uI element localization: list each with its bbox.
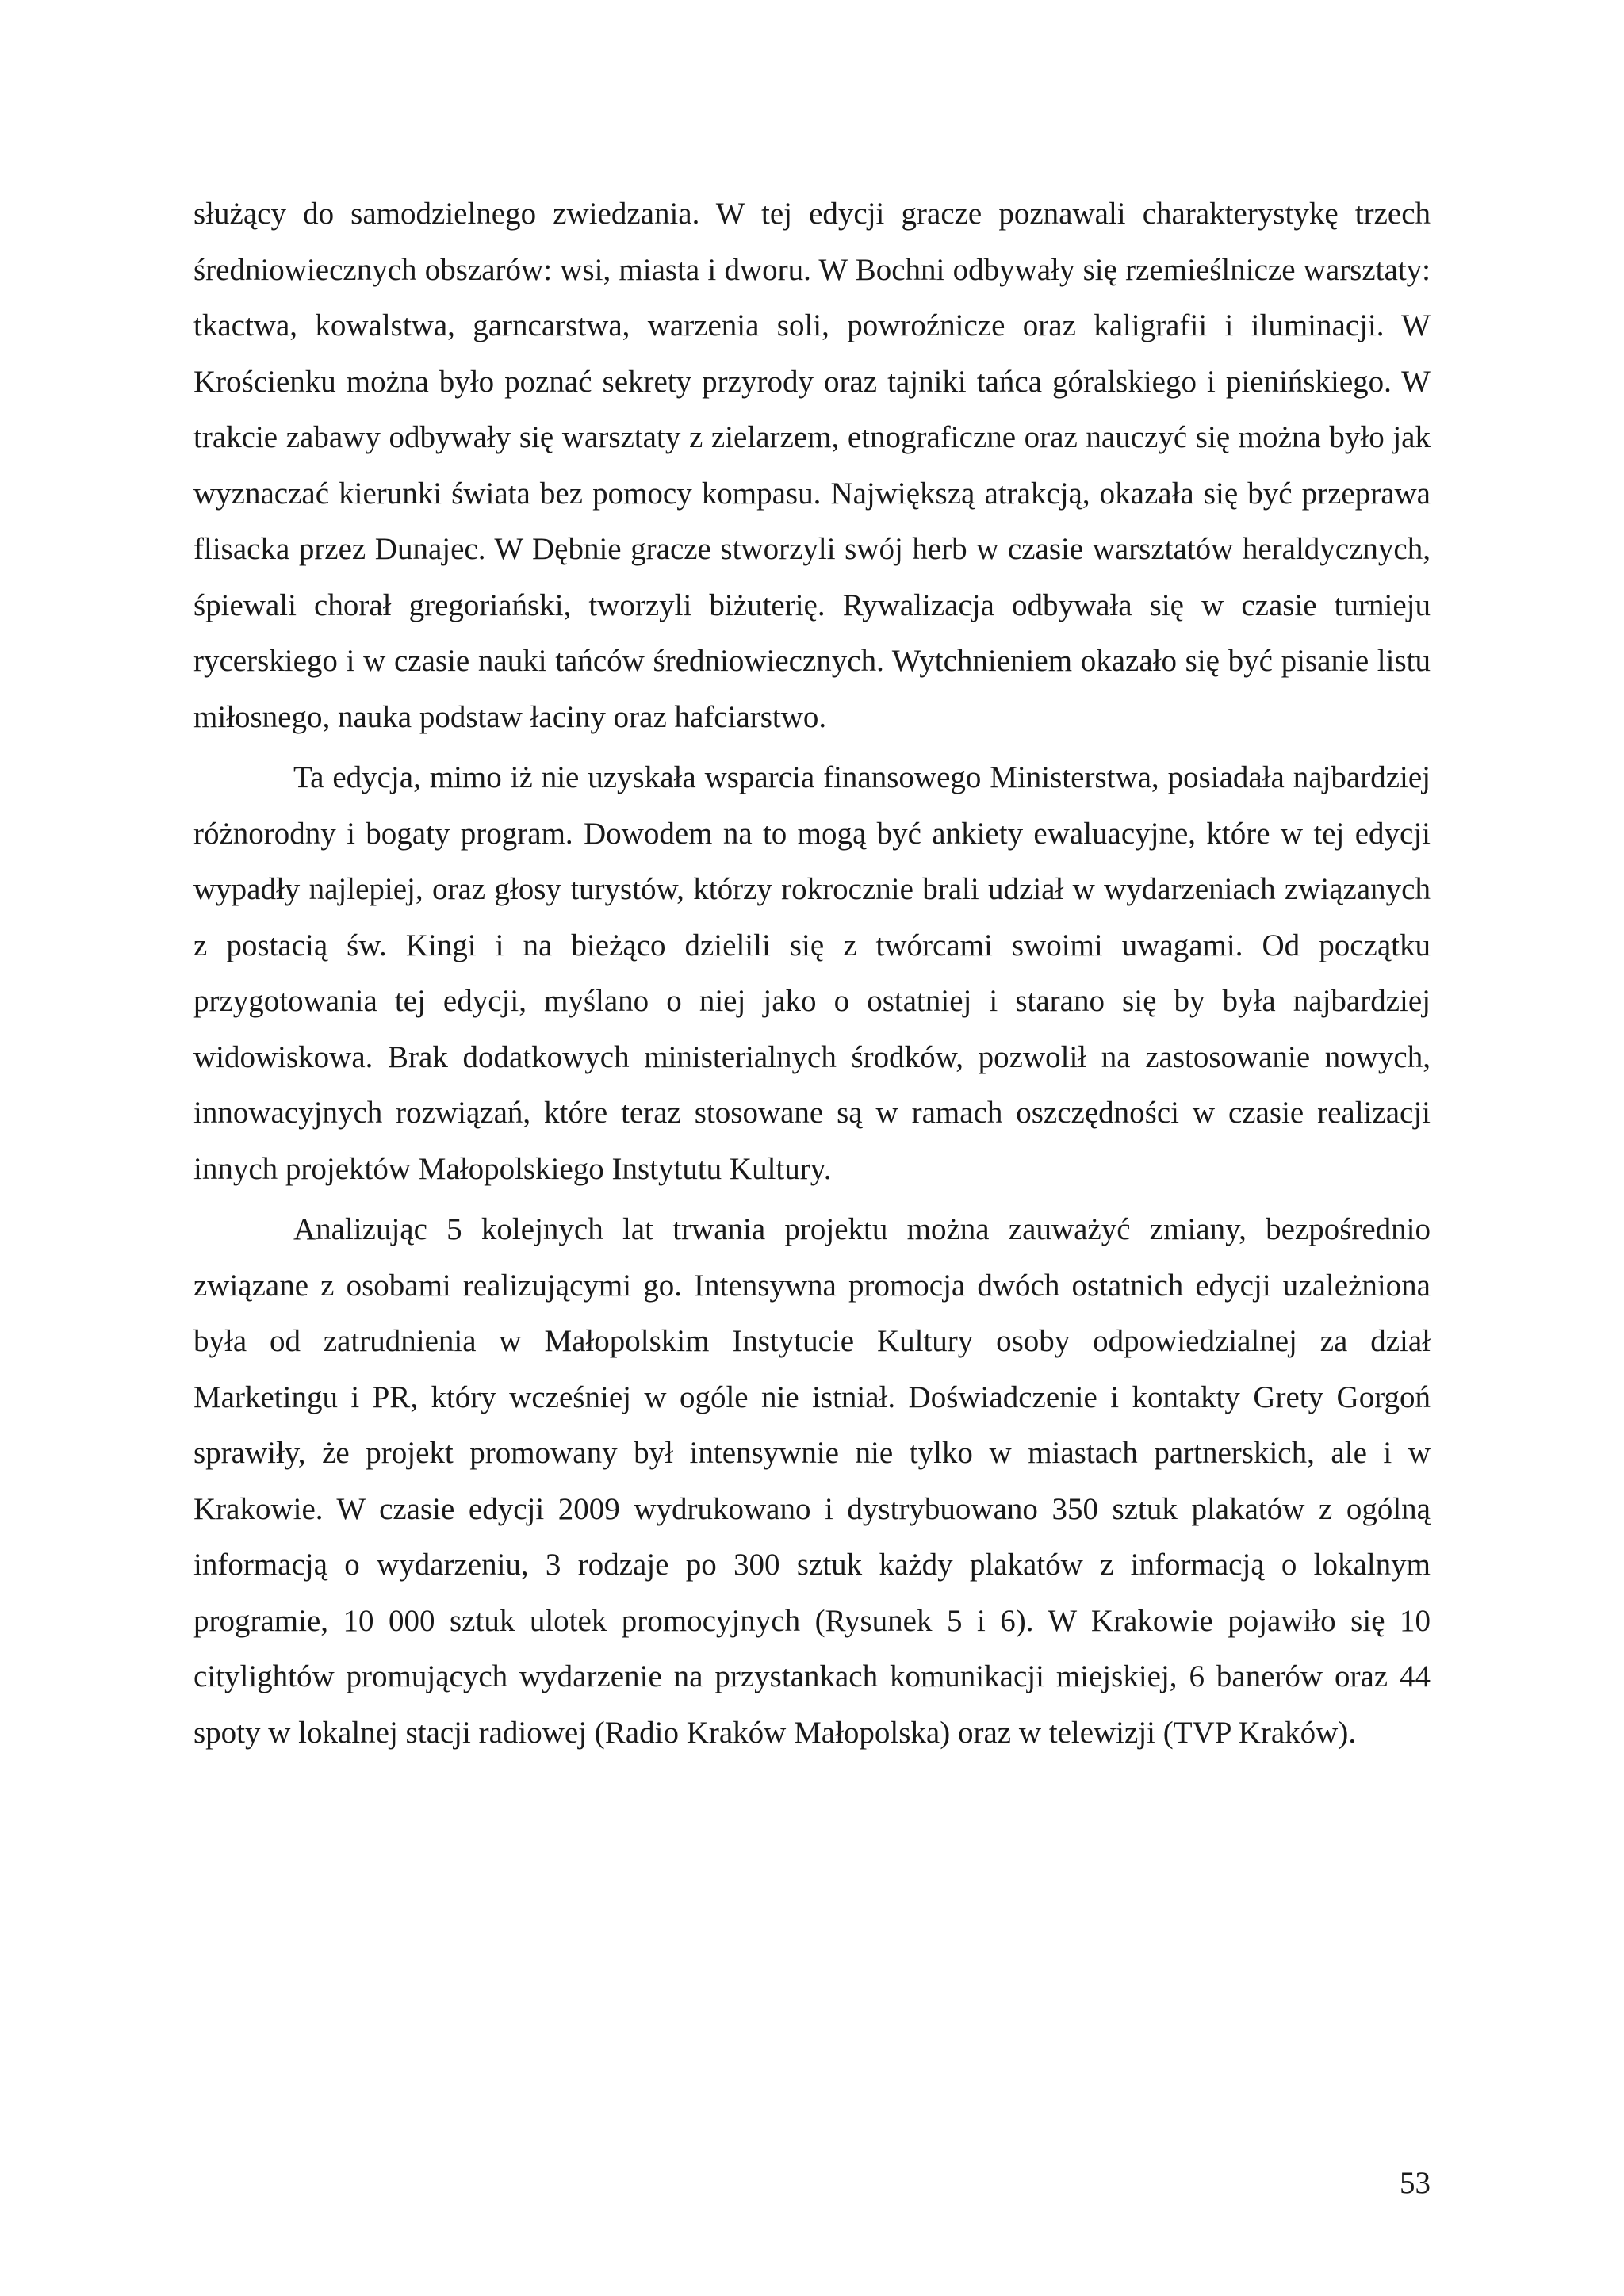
paragraph: Analizując 5 kolejnych lat trwania projektu można zauważyć zmiany, bezpośrednio związane z osobami realizującymi go. Intensywna promocja dwóch ostatnich edycji uzależniona była od zatrudnienia w Małopolskim Instytucie Kultury osoby odpowiedzialnej za dział Marketingu i PR, który wcześniej w ogóle nie istniał. Doświadczenie i kontakty Grety Gorgoń sprawiły, że projekt promowany był intensywnie nie tylko w miastach partnerskich, ale i w Krakowie. W czasie edycji 2009 wydrukowano i dystrybuowano 350 sztuk plakatów z ogólną informacją o wydarzeniu, 3 rodzaje po 300 sztuk każdy plakatów z informacją o lokalnym programie, 10 000 sztuk ulotek promocyjnych (Rysunek 5 i 6). W Krakowie pojawiło się 10 citylightów promujących wydarzenie na przystankach komunikacji miejskiej, 6 banerów oraz 44 spoty w lokalnej stacji radiowej (Radio Kraków Małopolska) oraz w telewizji (TVP Kraków). [193,1212,1431,1750]
body-text [193,186,1431,1761]
paragraph: służący do samodzielnego zwiedzania. W tej edycji gracze poznawali charakterystykę trzech średniowiecznych obszarów: wsi, miasta i dworu. W Bochni odbywały się rzemieślnicze warsztaty: tkactwa, kowalstwa, garncarstwa, warzenia soli, powroźnicze oraz kaligrafii i iluminacji. W Krościenku można było poznać sekrety przyrody oraz tajniki tańca góralskiego i pienińskiego. W trakcie zabawy odbywały się warsztaty z zielarzem, etnograficzne oraz nauczyć się można było jak wyznaczać kierunki świata bez pomocy kompasu. Największą atrakcją, okazała się być przeprawa flisacka przez Dunajec. W Dębnie gracze stworzyli swój herb w czasie warsztatów heraldycznych, śpiewali chorał gregoriański, tworzyli biżuterię. Rywalizacja odbywała się w czasie turnieju rycerskiego i w czasie nauki tańców średniowiecznych. Wytchnieniem okazało się być pisanie listu miłosnego, nauka podstaw łaciny oraz hafciarstwo. [193,197,1431,734]
paragraph: Ta edycja, mimo iż nie uzyskała wsparcia finansowego Ministerstwa, posiadała najbardziej różnorodny i bogaty program. Dowodem na to mogą być ankiety ewaluacyjne, które w tej edycji wypadły najlepiej, oraz głosy turystów, którzy rokrocznie brali udział w wydarzeniach związanych z postacią św. Kingi i na bieżąco dzielili się z twórcami swoimi uwagami. Od początku przygotowania tej edycji, myślano o niej jako o ostatniej i starano się by była najbardziej widowiskowa. Brak dodatkowych ministerialnych środków, pozwolił na zastosowanie nowych, innowacyjnych rozwiązań, które teraz stosowane są w ramach oszczędności w czasie realizacji innych projektów Małopolskiego Instytutu Kultury. [193,760,1431,1186]
page-number: 53 [1400,2166,1431,2200]
